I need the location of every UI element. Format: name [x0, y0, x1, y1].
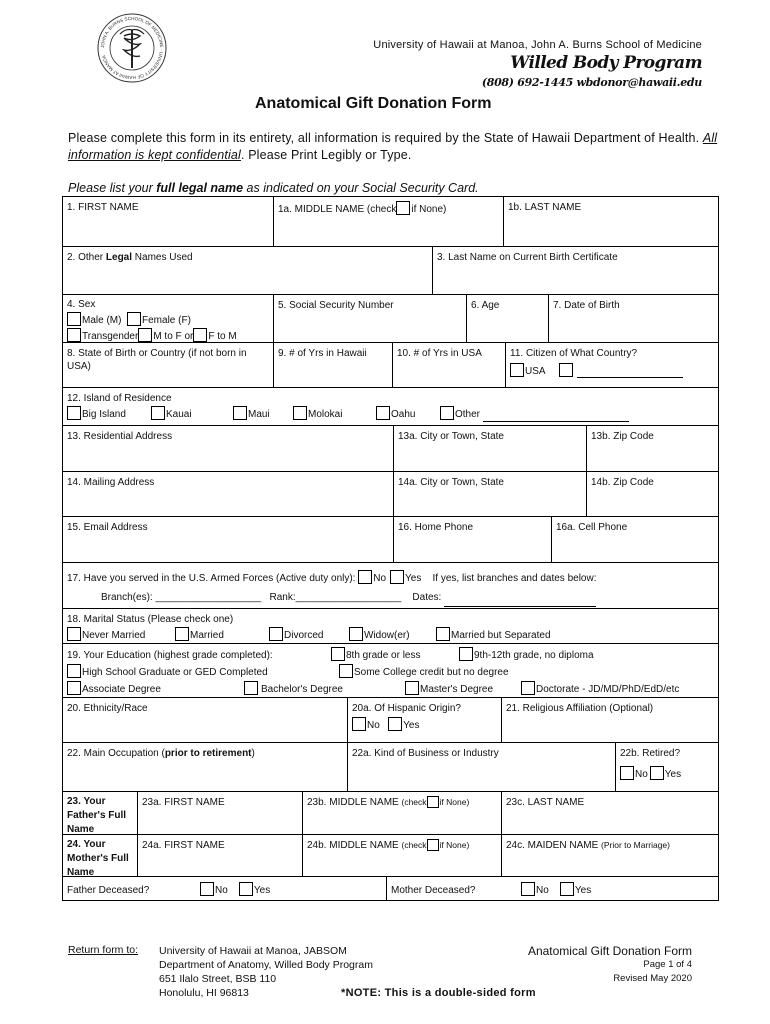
marital-widow-checkbox[interactable]	[349, 627, 363, 641]
age-field[interactable]: 6. Age	[466, 295, 548, 342]
education-9-12-checkbox[interactable]	[459, 647, 473, 661]
education-doctorate-checkbox[interactable]	[521, 681, 535, 695]
mother-maiden-name-field[interactable]: 24c. MAIDEN NAME (Prior to Marriage)	[501, 835, 718, 876]
marital-never-married-checkbox[interactable]	[67, 627, 81, 641]
father-deceased-field: Father Deceased? No Yes	[63, 877, 386, 900]
state-of-birth-field[interactable]: 8. State of Birth or Country (if not born in USA)	[67, 348, 247, 372]
religious-affiliation-field[interactable]: 21. Religious Affiliation (Optional)	[501, 698, 718, 742]
svg-text:JOHN A. BURNS SCHOOL OF MEDICI: JOHN A. BURNS SCHOOL OF MEDICINE · UNIVERSITY OF HAWAII AT MANOA	[99, 15, 165, 81]
armed-forces-no-checkbox[interactable]	[358, 570, 372, 584]
double-sided-note: *NOTE: This is a double-sided form	[341, 987, 536, 999]
hispanic-no-checkbox[interactable]	[352, 717, 366, 731]
island-field: 12. Island of Residence Big Island Kauai Maui Molokai Oahu Other	[63, 388, 718, 425]
retired-field: 22b. Retired? No Yes	[615, 743, 718, 791]
father-middle-none-checkbox[interactable]	[427, 796, 439, 808]
mailing-zip-field[interactable]: 14b. Zip Code	[586, 472, 718, 516]
island-kauai-checkbox[interactable]	[151, 406, 165, 420]
f-to-m-checkbox[interactable]	[193, 328, 207, 342]
education-associate-checkbox[interactable]	[67, 681, 81, 695]
business-industry-field[interactable]: 22a. Kind of Business or Industry	[347, 743, 615, 791]
father-last-name-field[interactable]: 23c. LAST NAME	[501, 792, 718, 834]
education-some-college-checkbox[interactable]	[339, 664, 353, 678]
father-deceased-yes-checkbox[interactable]	[239, 882, 253, 896]
education-hs-checkbox[interactable]	[67, 664, 81, 678]
years-in-usa-field[interactable]: 10. # of Yrs in USA	[392, 343, 505, 387]
last-name-field[interactable]: 1b. LAST NAME	[503, 197, 718, 246]
father-deceased-no-checkbox[interactable]	[200, 882, 214, 896]
hispanic-origin-field: 20a. Of Hispanic Origin? No Yes	[347, 698, 501, 742]
dates-line[interactable]	[444, 606, 596, 607]
email-field[interactable]: 15. Email Address	[67, 522, 148, 533]
return-form-label: Return form to:	[68, 944, 139, 956]
mailing-city-field[interactable]: 14a. City or Town, State	[393, 472, 586, 516]
m-to-f-checkbox[interactable]	[138, 328, 152, 342]
middle-name-none-checkbox[interactable]	[396, 201, 410, 215]
ethnicity-field[interactable]: 20. Ethnicity/Race	[67, 703, 148, 714]
program-contact: (808) 692-1445 wbdonor@hawaii.edu	[481, 76, 702, 89]
education-masters-checkbox[interactable]	[405, 681, 419, 695]
return-address: University of Hawaii at Manoa, JABSOM Department of Anatomy, Willed Body Program 651 Ilalo Street, BSB 110 Honolulu, HI 96813	[159, 945, 373, 999]
middle-name-field[interactable]: 1a. MIDDLE NAME (check if None)	[273, 197, 503, 246]
residential-city-field[interactable]: 13a. City or Town, State	[393, 426, 586, 471]
intro-text: Please complete this form in its entirety, all information is required by the State of Hawaii Department of Health. All information is kept confidential. Please Print Legibly or Type.	[68, 131, 718, 162]
cell-phone-field[interactable]: 16a. Cell Phone	[551, 517, 718, 562]
marital-status-field: 18. Marital Status (Please check one) Never Married Married Divorced Widow(er) Married but Separated	[67, 614, 551, 641]
mailing-address-field[interactable]: 14. Mailing Address	[67, 477, 155, 488]
citizen-usa-checkbox[interactable]	[510, 363, 524, 377]
ssn-field[interactable]: 5. Social Security Number	[273, 295, 466, 342]
sex-male-checkbox[interactable]	[67, 312, 81, 326]
mother-deceased-no-checkbox[interactable]	[521, 882, 535, 896]
home-phone-field[interactable]: 16. Home Phone	[393, 517, 551, 562]
legal-name-note: Please list your full legal name as indicated on your Social Security Card.	[68, 181, 479, 195]
mother-first-name-field[interactable]: 24a. FIRST NAME	[137, 835, 302, 876]
marital-separated-checkbox[interactable]	[436, 627, 450, 641]
citizenship-field: 11. Citizen of What Country? USA	[505, 343, 718, 387]
mother-name-label: 24. Your Mother's Full Name	[67, 839, 129, 878]
retired-no-checkbox[interactable]	[620, 766, 634, 780]
first-name-field[interactable]: 1. FIRST NAME	[67, 202, 139, 213]
mother-middle-none-checkbox[interactable]	[427, 839, 439, 851]
mother-deceased-field: Mother Deceased? No Yes	[386, 877, 718, 900]
island-other-line[interactable]	[483, 421, 629, 422]
marital-divorced-checkbox[interactable]	[269, 627, 283, 641]
hispanic-yes-checkbox[interactable]	[388, 717, 402, 731]
sex-female-checkbox[interactable]	[127, 312, 141, 326]
island-oahu-checkbox[interactable]	[376, 406, 390, 420]
residential-address-field[interactable]: 13. Residential Address	[67, 431, 173, 442]
birth-certificate-last-name-field[interactable]: 3. Last Name on Current Birth Certificate	[432, 247, 718, 294]
sex-field: 4. Sex Male (M) Female (F) Transgender M to F or F to M	[67, 299, 237, 342]
program-name: Willed Body Program	[510, 53, 702, 73]
education-field: 19. Your Education (highest grade completed): 8th grade or less 9th-12th grade, no diploma High School Graduate or GED Completed Some College credit but no degree Associate Degree Bachelor's Degree Master's Degree Doctorate - JD/MD/PhD/EdD/etc	[63, 644, 718, 697]
marital-married-checkbox[interactable]	[175, 627, 189, 641]
other-legal-names-field[interactable]: 2. Other Legal Names Used	[67, 252, 193, 263]
retired-yes-checkbox[interactable]	[650, 766, 664, 780]
citizen-other-checkbox[interactable]	[559, 363, 573, 377]
institution-name: University of Hawaii at Manoa, John A. Burns School of Medicine	[373, 39, 702, 51]
occupation-field[interactable]: 22. Main Occupation (prior to retirement)	[67, 748, 255, 759]
footer-form-info: Anatomical Gift Donation Form Page 1 of 4 Revised May 2020	[527, 944, 692, 984]
school-seal-logo	[96, 12, 168, 84]
education-bachelors-checkbox[interactable]	[244, 681, 258, 695]
residential-zip-field[interactable]: 13b. Zip Code	[586, 426, 718, 471]
armed-forces-field: 17. Have you served in the U.S. Armed Forces (Active duty only): No Yes If yes, list branches and dates below: Branch(es): ___________________ Rank:___________________ Dates:	[63, 563, 718, 608]
sex-transgender-checkbox[interactable]	[67, 328, 81, 342]
donation-form-table	[62, 196, 719, 901]
date-of-birth-field[interactable]: 7. Date of Birth	[548, 295, 718, 342]
years-in-hawaii-field[interactable]: 9. # of Yrs in Hawaii	[273, 343, 392, 387]
father-middle-name-field[interactable]: 23b. MIDDLE NAME (check if None)	[302, 792, 501, 834]
island-big-island-checkbox[interactable]	[67, 406, 81, 420]
island-molokai-checkbox[interactable]	[293, 406, 307, 420]
form-title: Anatomical Gift Donation Form	[255, 95, 492, 112]
mother-middle-name-field[interactable]: 24b. MIDDLE NAME (check if None)	[302, 835, 501, 876]
education-8th-grade-checkbox[interactable]	[331, 647, 345, 661]
mother-deceased-yes-checkbox[interactable]	[560, 882, 574, 896]
island-other-checkbox[interactable]	[440, 406, 454, 420]
father-name-label: 23. Your Father's Full Name	[67, 796, 127, 835]
citizen-other-line[interactable]	[577, 377, 683, 378]
father-first-name-field[interactable]: 23a. FIRST NAME	[137, 792, 302, 834]
island-maui-checkbox[interactable]	[233, 406, 247, 420]
armed-forces-yes-checkbox[interactable]	[390, 570, 404, 584]
